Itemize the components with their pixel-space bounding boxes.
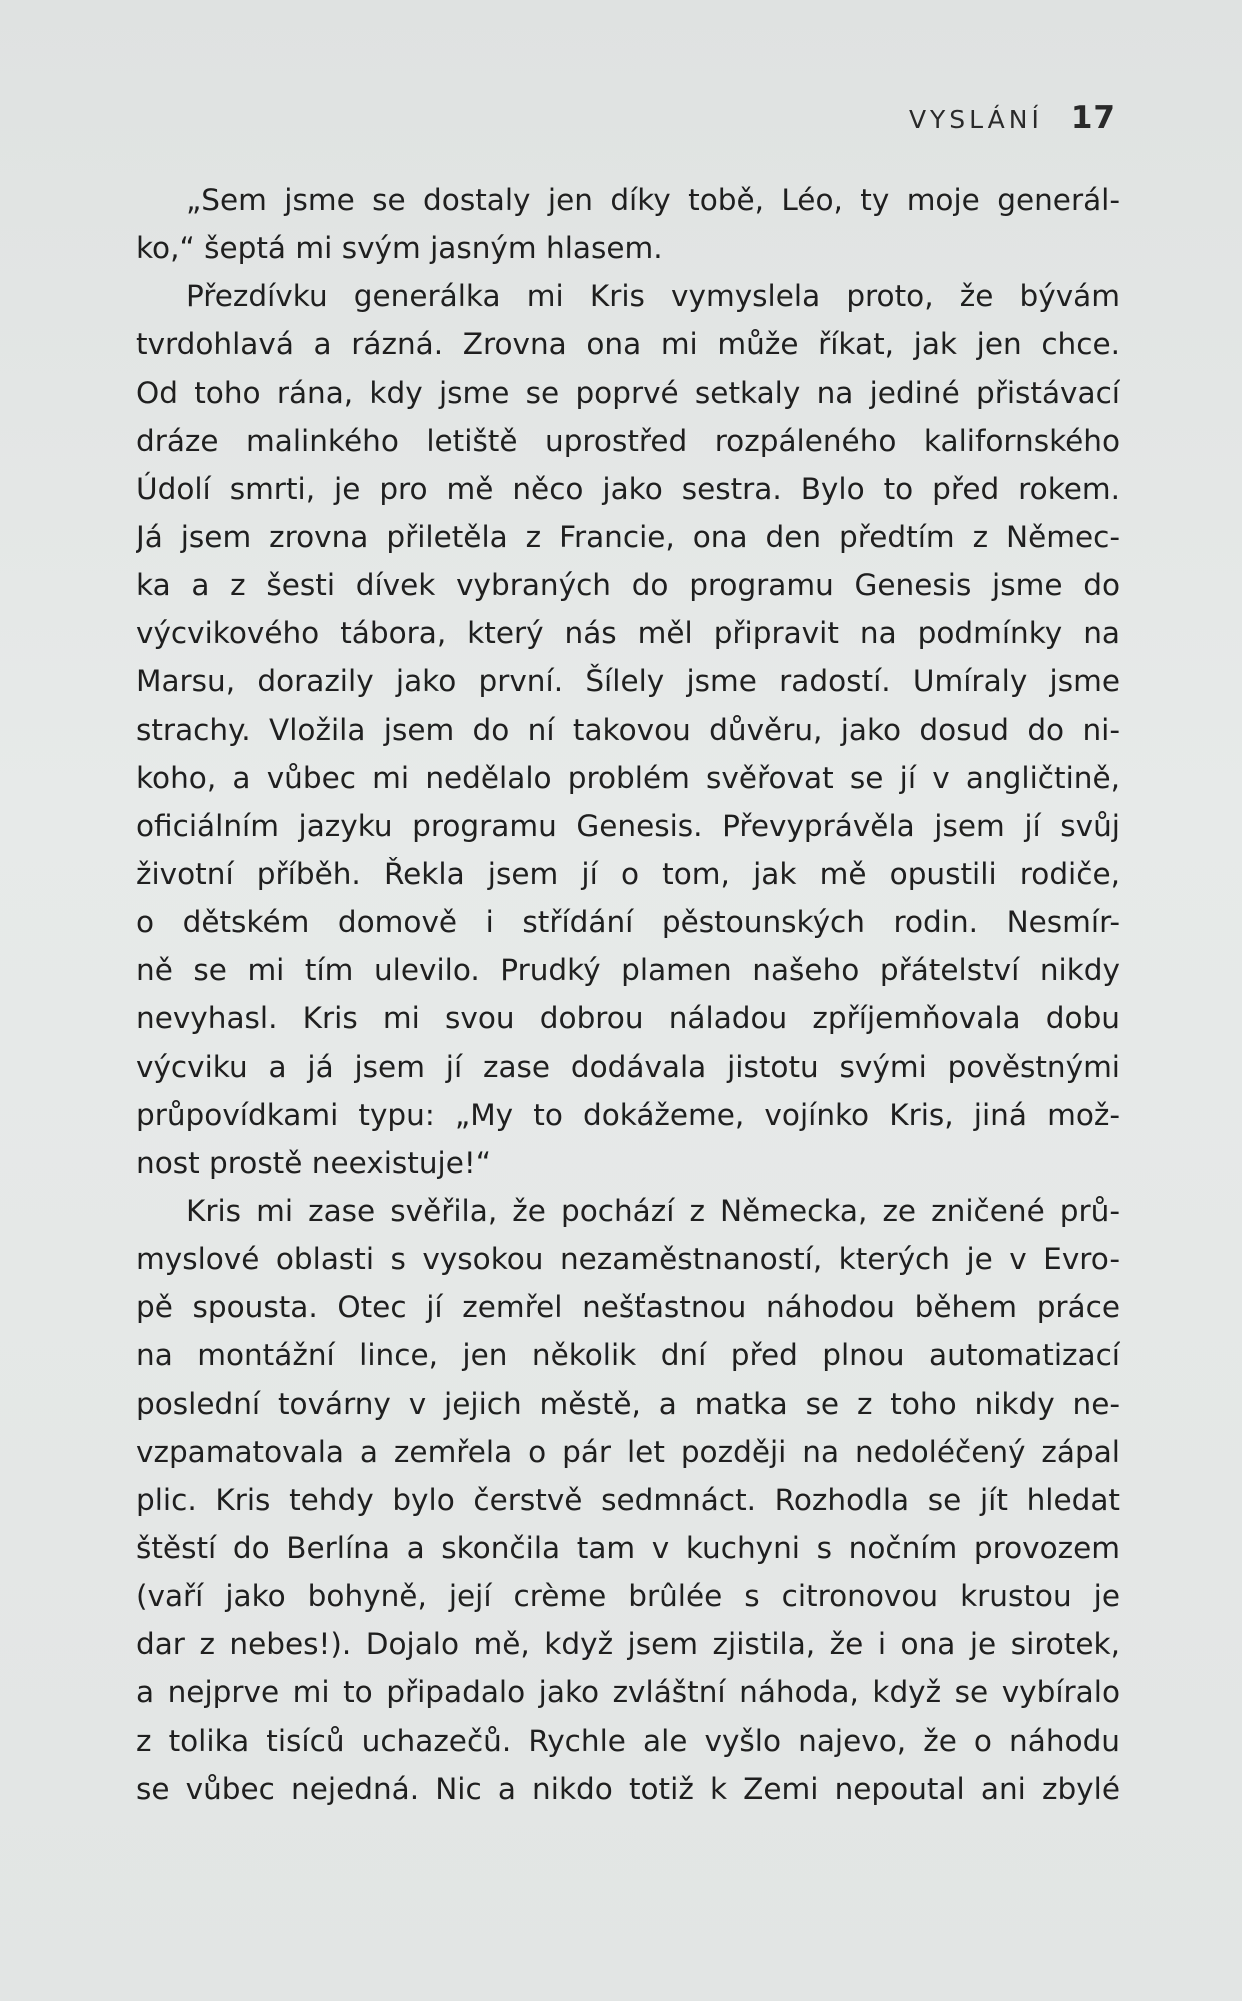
- chapter-title: VYSLÁNÍ: [908, 105, 1043, 134]
- text-line: dar z nebes!). Dojalo mě, když jsem zjistila, že i ona je sirotek,: [136, 1627, 1120, 1662]
- text-line: oficiálním jazyku programu Genesis. Převyprávěla jsem jí svůj: [136, 808, 1120, 843]
- text-line: plic. Kris tehdy bylo čerstvě sedmnáct. Rozhodla se jít hledat: [136, 1482, 1120, 1517]
- text-line: pě spousta. Otec jí zemřel nešťastnou náhodou během práce: [136, 1290, 1120, 1325]
- text-line: štěstí do Berlína a skončila tam v kuchyni s nočním provozem: [136, 1530, 1120, 1565]
- text-line: ka a z šesti dívek vybraných do programu Genesis jsme do: [136, 568, 1120, 603]
- text-line: nevyhasl. Kris mi svou dobrou náladou zpříjemňovala dobu: [136, 1001, 1120, 1036]
- text-line: Marsu, dorazily jako první. Šílely jsme radostí. Umíraly jsme: [136, 664, 1120, 699]
- text-line: poslední továrny v jejich městě, a matka se z toho nikdy ne-: [136, 1386, 1120, 1421]
- text-line: Od toho rána, kdy jsme se poprvé setkaly na jediné přistávací: [136, 375, 1120, 410]
- text-line: o dětském domově i střídání pěstounských rodin. Nesmír-: [136, 905, 1120, 940]
- text-line: (vaří jako bohyně, její crème brûlée s citronovou krustou je: [136, 1579, 1120, 1614]
- text-line: se vůbec nejedná. Nic a nikdo totiž k Zemi nepoutal ani zbylé: [136, 1771, 1120, 1806]
- text-line: výcvikového tábora, který nás měl připravit na podmínky na: [136, 616, 1120, 651]
- text-line: myslové oblasti s vysokou nezaměstnaností, kterých je v Evro-: [136, 1242, 1120, 1277]
- body-text: [136, 176, 1120, 1813]
- text-line: strachy. Vložila jsem do ní takovou důvěru, jako dosud do ni-: [136, 712, 1120, 747]
- page-number: 17: [1070, 100, 1116, 136]
- text-line: průpovídkami typu: „My to dokážeme, vojínko Kris, jiná mož-: [136, 1097, 1120, 1132]
- text-line: ně se mi tím ulevilo. Prudký plamen našeho přátelství nikdy: [136, 953, 1120, 988]
- text-line: tvrdohlavá a rázná. Zrovna ona mi může říkat, jak jen chce.: [136, 327, 1120, 362]
- text-line: nost prostě neexistuje!“: [136, 1145, 491, 1180]
- text-line: Přezdívku generálka mi Kris vymyslela proto, že bývám: [186, 279, 1120, 314]
- text-line: ko,“ šeptá mi svým jasným hlasem.: [136, 231, 663, 266]
- text-line: Údolí smrti, je pro mě něco jako sestra. Bylo to před rokem.: [136, 471, 1120, 506]
- text-line: vzpamatovala a zemřela o pár let později na nedoléčený zápal: [136, 1434, 1120, 1469]
- text-line: životní příběh. Řekla jsem jí o tom, jak mě opustili rodiče,: [136, 856, 1120, 891]
- text-line: a nejprve mi to připadalo jako zvláštní náhoda, když se vybíralo: [136, 1675, 1120, 1710]
- text-line: Kris mi zase svěřila, že pochází z Německa, ze zničené prů-: [186, 1193, 1120, 1228]
- text-line: na montážní lince, jen několik dní před plnou automatizací: [136, 1338, 1120, 1373]
- text-line: výcviku a já jsem jí zase dodávala jistotu svými pověstnými: [136, 1049, 1120, 1084]
- running-head: [909, 100, 1116, 136]
- text-line: Já jsem zrovna přiletěla z Francie, ona den předtím z Němec-: [136, 519, 1120, 554]
- text-line: koho, a vůbec mi nedělalo problém svěřovat se jí v angličtině,: [136, 760, 1120, 795]
- text-line: dráze malinkého letiště uprostřed rozpáleného kalifornského: [136, 423, 1120, 458]
- text-line: „Sem jsme se dostaly jen díky tobě, Léo, ty moje generál-: [186, 183, 1120, 217]
- text-line: z tolika tisíců uchazečů. Rychle ale vyšlo najevo, že o náhodu: [136, 1723, 1120, 1758]
